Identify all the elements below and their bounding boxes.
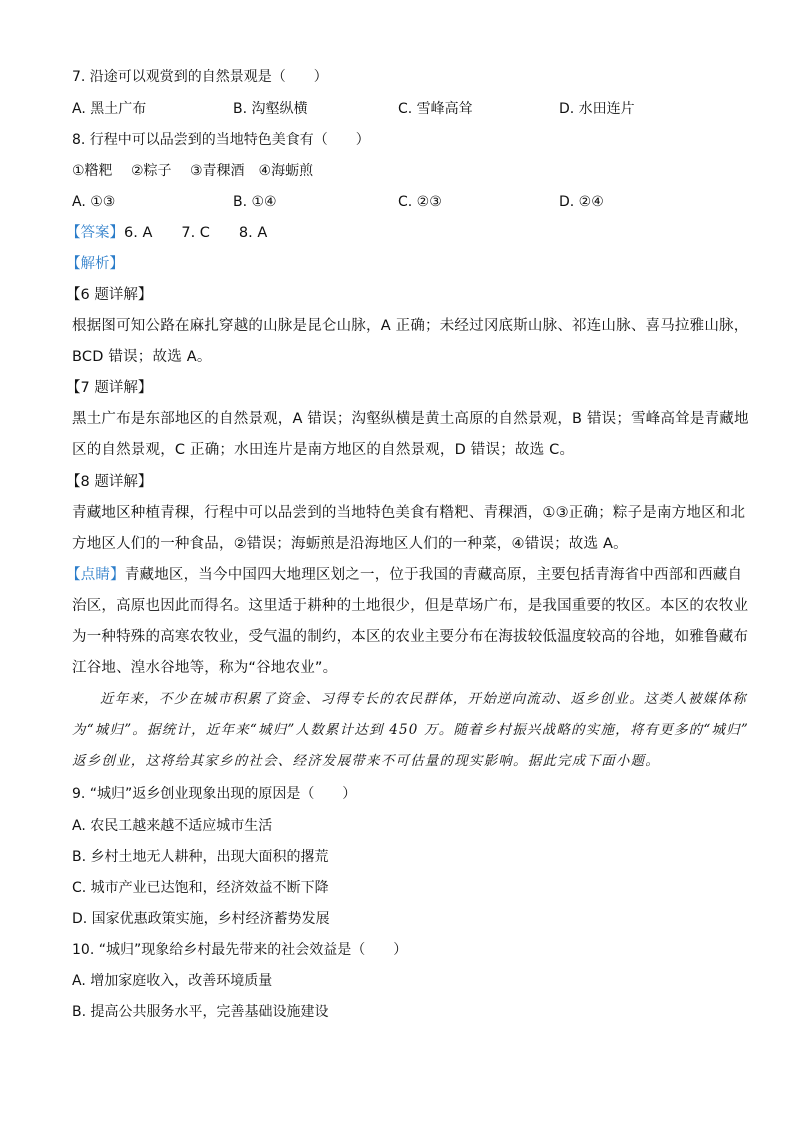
detail-6-line-2: BCD 错误；故选 A。 (72, 349, 212, 365)
detail-7-line-1: 黑土广布是东部地区的自然景观，A 错误；沟壑纵横是黄土高原的自然景观，B 错误；雪峰高耸是青藏地 (72, 411, 749, 427)
answer-tag: 【答案】 (66, 225, 124, 241)
q8-option-b: B. ①④ (233, 194, 277, 210)
reading-passage (72, 684, 749, 777)
q7-option-b: B. 沟壑纵横 (233, 101, 308, 117)
q7-option-c: C. 雪峰高耸 (398, 101, 473, 117)
detail-8-title: 【8 题详解】 (66, 474, 153, 490)
answer-line (66, 223, 267, 243)
detail-8-line-2: 方地区人们的一种食品，②错误；海蛎煎是沿海地区人们的一种菜，④错误；故选 A。 (72, 536, 628, 552)
answer-text: 6. A 7. C 8. A (124, 225, 268, 241)
q7-option-d: D. 水田连片 (559, 101, 635, 117)
analysis-tag: 【解析】 (66, 256, 124, 272)
passage-line-1: 近年来，不少在城市积累了资金、习得专长的农民群体，开始逆向流动、返乡创业。这类人被媒体称 (100, 691, 747, 707)
passage-line-2: 为“城归”。据统计，近年来“城归”人数累计达到 450 万。随着乡村振兴战略的实施，将有更多的“城归” (72, 722, 749, 738)
dianjing-tag: 【点睛】 (66, 567, 125, 583)
question-8-stem: 8. 行程中可以品尝到的当地特色美食有（ ） (72, 132, 370, 148)
q8-option-c: C. ②③ (398, 194, 442, 210)
q8-option-a: A. ①③ (72, 194, 116, 210)
dianjing-line-4: 江谷地、湟水谷地等，称为“谷地农业”。 (72, 660, 338, 676)
q9-option-c: C. 城市产业已达饱和，经济效益不断下降 (72, 880, 329, 896)
q9-option-a: A. 农民工越来越不适应城市生活 (72, 818, 273, 834)
q9-option-d: D. 国家优惠政策实施，乡村经济蓄势发展 (72, 911, 330, 927)
detail-6-line-1: 根据图可知公路在麻扎穿越的山脉是昆仑山脉，A 正确；未经过冈底斯山脉、祁连山脉、喜马拉雅山脉， (72, 318, 749, 334)
q10-option-b: B. 提高公共服务水平，完善基础设施建设 (72, 1004, 329, 1020)
dianjing-line-1 (66, 565, 742, 585)
question-9-stem: 9. “城归”返乡创业现象出现的原因是（ ） (72, 786, 357, 802)
detail-7-title: 【7 题详解】 (66, 380, 153, 396)
passage-line-3: 返乡创业，这将给其家乡的社会、经济发展带来不可估量的现实影响。据此完成下面小题。 (72, 753, 660, 769)
detail-6-title: 【6 题详解】 (66, 287, 153, 303)
dianjing-line-2: 治区，高原也因此而得名。这里适于耕种的土地很少，但是草场广布，是我国重要的牧区。本区的农牧业 (72, 598, 749, 614)
question-7-stem: 7. 沿途可以观赏到的自然景观是（ ） (72, 69, 328, 85)
q10-option-a: A. 增加家庭收入，改善环境质量 (72, 973, 273, 989)
detail-8-line-1: 青藏地区种植青稞，行程中可以品尝到的当地特色美食有糌粑、青稞酒，①③正确；粽子是南方地区和北 (72, 505, 746, 521)
question-8-items: ①糌粑 ②粽子 ③青稞酒 ④海蛎煎 (72, 163, 314, 179)
q8-option-d: D. ②④ (559, 194, 604, 210)
dianjing-text-1: 青藏地区，当今中国四大地理区划之一，位于我国的青藏高原，主要包括青海省中西部和西藏自 (124, 567, 743, 583)
q7-option-a: A. 黑土广布 (72, 101, 147, 117)
detail-7-line-2: 区的自然景观，C 正确；水田连片是南方地区的自然景观，D 错误；故选 C。 (72, 442, 575, 458)
dianjing-line-3: 为一种特殊的高寒农牧业，受气温的制约，本区的农业主要分布在海拔较低温度较高的谷地，如雅鲁藏布 (72, 629, 749, 645)
q9-option-b: B. 乡村土地无人耕种，出现大面积的撂荒 (72, 849, 329, 865)
question-10-stem: 10. “城归”现象给乡村最先带来的社会效益是（ ） (72, 942, 408, 958)
